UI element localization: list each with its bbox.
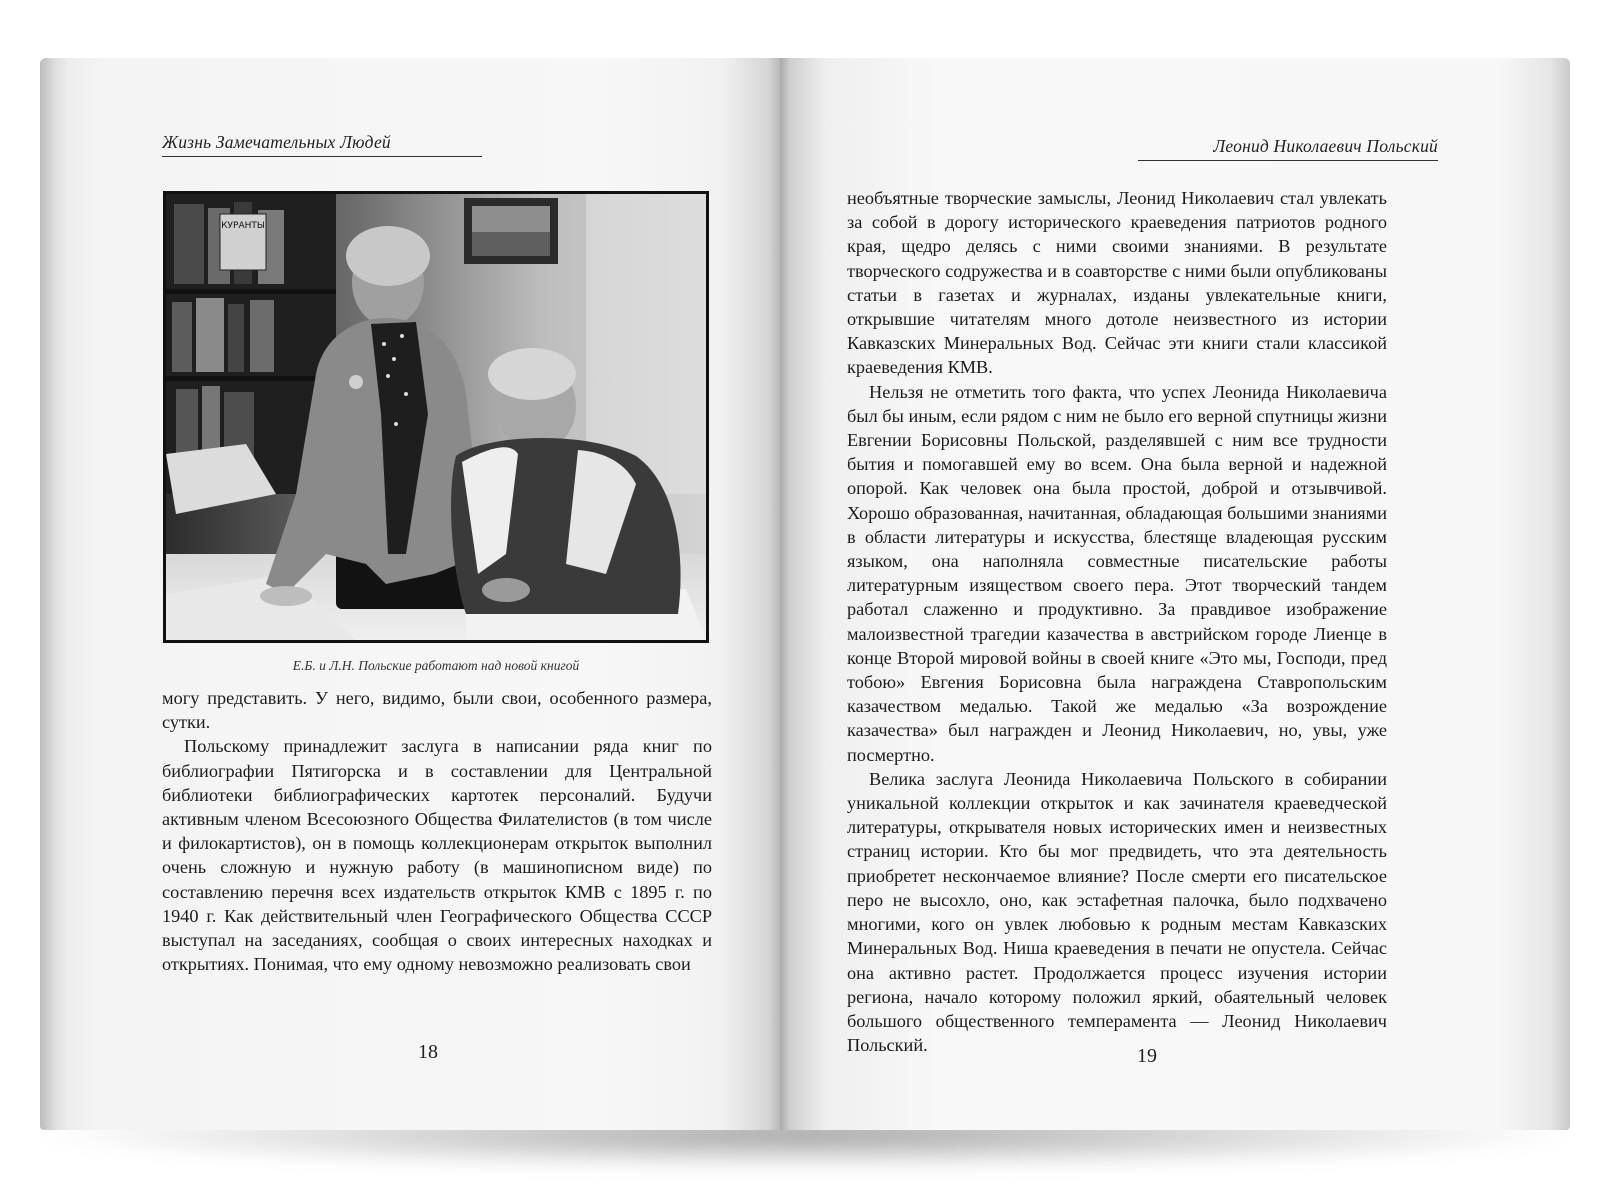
paragraph: могу представить. У него, видимо, были свои, особенного размера, сутки. [162,688,712,733]
page-number-left: 18 [418,1041,438,1063]
poster-text: КУРАНТЫ [221,221,265,231]
paragraph: необъятные творческие замыслы, Леонид Николаевич стал увлекать за собой в дорогу исторического краеведения патриотов родного края, щедро делясь с ними своими знаниями. В результате творческого содружества и в соавторстве с ними были опубликованы статьи в газетах и журналах, изданы увлекательные книги, открывшие читателям много дотоле неизвестного из истории Кавказских Минеральных Вод. Сейчас эти книги стали классикой краеведения КМВ. [847,188,1387,378]
right-body-text [847,186,1387,1057]
running-head-left: Жизнь Замечательных Людей [162,132,482,157]
page-number-right: 19 [1137,1045,1157,1067]
running-head-right: Леонид Николаевич Польский [1138,136,1438,161]
left-body-text [162,686,712,976]
right-page [780,58,1570,1130]
photo [163,191,709,643]
open-book [40,58,1570,1130]
photo-caption: Е.Б. и Л.Н. Польские работают над новой книгой [292,658,580,673]
paragraph: Велика заслуга Леонида Николаевича Польского в собирании уникальной коллекции открыток и как зачинателя краеведческой литературы, открывателя новых исторических имен и неизвестных страниц истории. Кто бы мог предвидеть, что эта деятельность приобретет нескончаемое влияние? После смерти его писательское перо не высохло, оно, как эстафетная палочка, было подхвачено многими, кого он увлек любовью к родным местам Кавказских Минеральных Вод. Ниша краеведения в печати не опустела. Сейчас она активно растет. Продолжается процесс изучения истории региона, начало которому положил яркий, обаятельный человек большого общественного темперамента — Леонид Николаевич Польский. [847,768,1387,1056]
left-page [40,58,780,1130]
page-edge [40,58,68,1130]
photo-image [166,194,706,640]
paragraph: Нельзя не отметить того факта, что успех Леонида Николаевича был бы иным, если рядом с ним не было его верной спутницы жизни Евгении Борисовны Польской, разделявшей с ним все трудности бытия и помогавшей ему во всем. Она была верной и надежной опорой. Как человек она была простой, доброй и отзывчивой. Хорошо образованная, начитанная, обладающая большими знаниями в области литературы и искусства, блестяще владеющая русским языком, она наполняла совместные писательские работы литературным изяществом своего пера. Этот творческий тандем работал слаженно и продуктивно. За правдивое изображение малоизвестной трагедии казачества в австрийском городе Лиенце в конце Второй мировой войны в своей книге «Это мы, Господи, пред тобою» Евгения Борисовна была награждена Ставропольским казачеством медалью. Такой же медалью «За возрождение казачества» был награжден и Леонид Николаевич, но, увы, уже посмертно. [847,381,1388,765]
paragraph: Польскому принадлежит заслуга в написании ряда книг по библиографии Пятигорска и в составлении для Центральной библиотеки библиографических картотек персоналий. Будучи активным членом Всесоюзного Общества Филателистов (в том числе и филокартистов), он в помощь коллекционерам открыток выполнил очень сложную и нужную работу (в машинописном виде) по составлению перечня всех издательств открыток КМВ с 1895 г. по 1940 г. Как действительный член Географического Общества СССР выступал на заседаниях, сообщая о своих интересных находках и открытиях. Понимая, что ему одному невозможно реализовать свои [162,736,712,975]
